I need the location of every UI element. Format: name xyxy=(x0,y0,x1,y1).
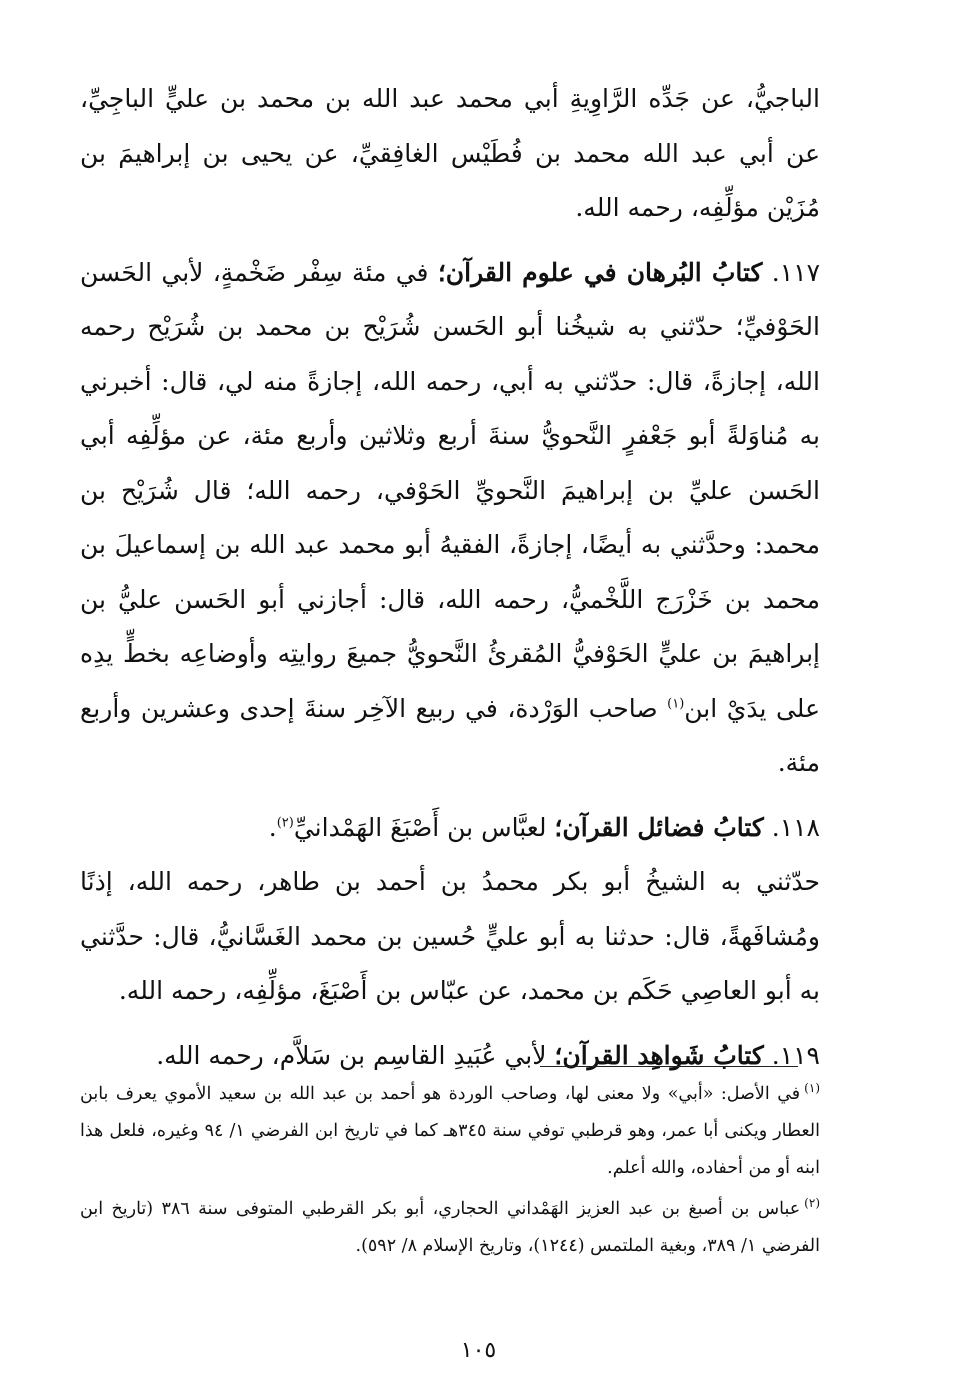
footnote-text: عباس بن أصبغ بن عبد العزيز الهَمْداني الحجاري، أبو بكر القرطبي المتوفى سنة ٣٨٦ (تاريخ ابن الفرضي ١/ ٣٨٩، وبغية الملتمس (١٢٤٤)، وتاريخ الإسلام ٨/ ٥٩٢). xyxy=(80,1199,820,1256)
paragraph-continuation: الباجيُّ، عن جَدِّه الرَّاوِيةِ أبي محمد عبد الله بن محمد بن عليٍّ الباجِيِّ، عن أبي عبد الله محمد بن فُطَيْس الغافِقيِّ، عن يحيى بن إبراهيمَ بن مُزَيْن مؤلِّفِه، رحمه الله. xyxy=(80,84,820,222)
footnote-2 xyxy=(80,1191,820,1265)
book-title: كتابُ البُرهان في علوم القرآن؛ xyxy=(437,257,763,287)
footnote-number: (٢) xyxy=(804,1196,820,1211)
book-title: كتابُ فضائل القرآن؛ xyxy=(554,812,764,842)
footnotes xyxy=(80,1076,820,1269)
entry-119 xyxy=(80,1029,820,1084)
entry-text-cont: . xyxy=(268,812,277,842)
entry-number: ١١٧. xyxy=(771,257,821,287)
entry-118 xyxy=(80,801,820,856)
footnote-separator xyxy=(540,1066,798,1067)
entry-text: لعبَّاس بن أَصْبَغَ الهَمْدانيِّ xyxy=(293,812,555,842)
entry-text-cont: صاحب الوَرْدة، في ربيع الآخِر سنةَ إحدى وعشرين وأربع مئة. xyxy=(80,693,820,777)
entry-number: ١١٨. xyxy=(771,812,820,842)
entry-text: في مئة سِفْر ضَخْمةٍ، لأبي الحَسن الحَوْفيِّ؛ حدّثني به شيخُنا أبو الحَسن شُرَيْح بن محمد بن شُرَيْح رحمه الله، إجازةً، قال: حدّثني به أبي، رحمه الله، إجازةً منه لي، قال: أخبرني به مُناوَلةً أبو جَعْفرٍ النَّحويُّ سنةَ أربع وثلاثين وأربع مئة، عن مؤلِّفِه أبي الحَسن عليِّ بن إبراهيمَ النَّحويِّ الحَوْفي، رحمه الله؛ قال شُرَيْح بن محمد: وحدَّثني به أيضًا، إجازةً، الفقيهُ أبو محمد عبد الله بن إسماعيلَ بن محمد بن خَزْرَج اللَّخْميُّ، رحمه الله، قال: أجازني أبو الحَسن عليُّ بن إبراهيمَ بن عليٍّ الحَوْفيُّ المُقرئُ النَّحويُّ جميعَ روايتِه وأوضاعِه بخطٍّ يدِه على يدَيْ ابن xyxy=(80,257,820,723)
entry-number: ١١٩. xyxy=(771,1040,820,1070)
entry-118-isnad: حدّثني به الشيخُ أبو بكر محمدُ بن أحمد بن طاهر، رحمه الله، إذنًا ومُشافَهةً، قال: حدثنا به أبو عليٍّ حُسين بن محمد الغَسَّانيُّ، قال: حدَّثني به أبو العاصِي حَكَم بن محمد، عن عبّاس بن أَصْبَغَ، مؤلِّفِه، رحمه الله. xyxy=(80,867,820,1005)
footnote-text: في الأصل: «أبي» ولا معنى لها، وصاحب الوردة هو أحمد بن عبد الله بن سعيد الأموي يعرف بابن العطار ويكنى أبا عمر، وهو قرطبي توفي سنة ٣٤٥هـ كما في تاريخ ابن الفرضي ١/ ٩٤ وغيره، فلعل هذا ابنه أو من أحفاده، والله أعلم. xyxy=(80,1084,820,1178)
entry-117 xyxy=(80,246,820,791)
footnote-ref-1[interactable]: (١) xyxy=(667,696,685,712)
footnote-number: (١) xyxy=(804,1081,820,1096)
footnote-ref-2[interactable]: (٢) xyxy=(276,815,294,831)
main-text xyxy=(80,72,820,1083)
entry-text: لأبي عُبَيدِ القاسِم بن سَلاَّم، رحمه الله. xyxy=(156,1040,555,1070)
book-title: كتابُ شَواهِد القرآن؛ xyxy=(554,1040,764,1070)
footnote-1 xyxy=(80,1076,820,1187)
page-number: ١٠٥ xyxy=(460,1338,497,1363)
